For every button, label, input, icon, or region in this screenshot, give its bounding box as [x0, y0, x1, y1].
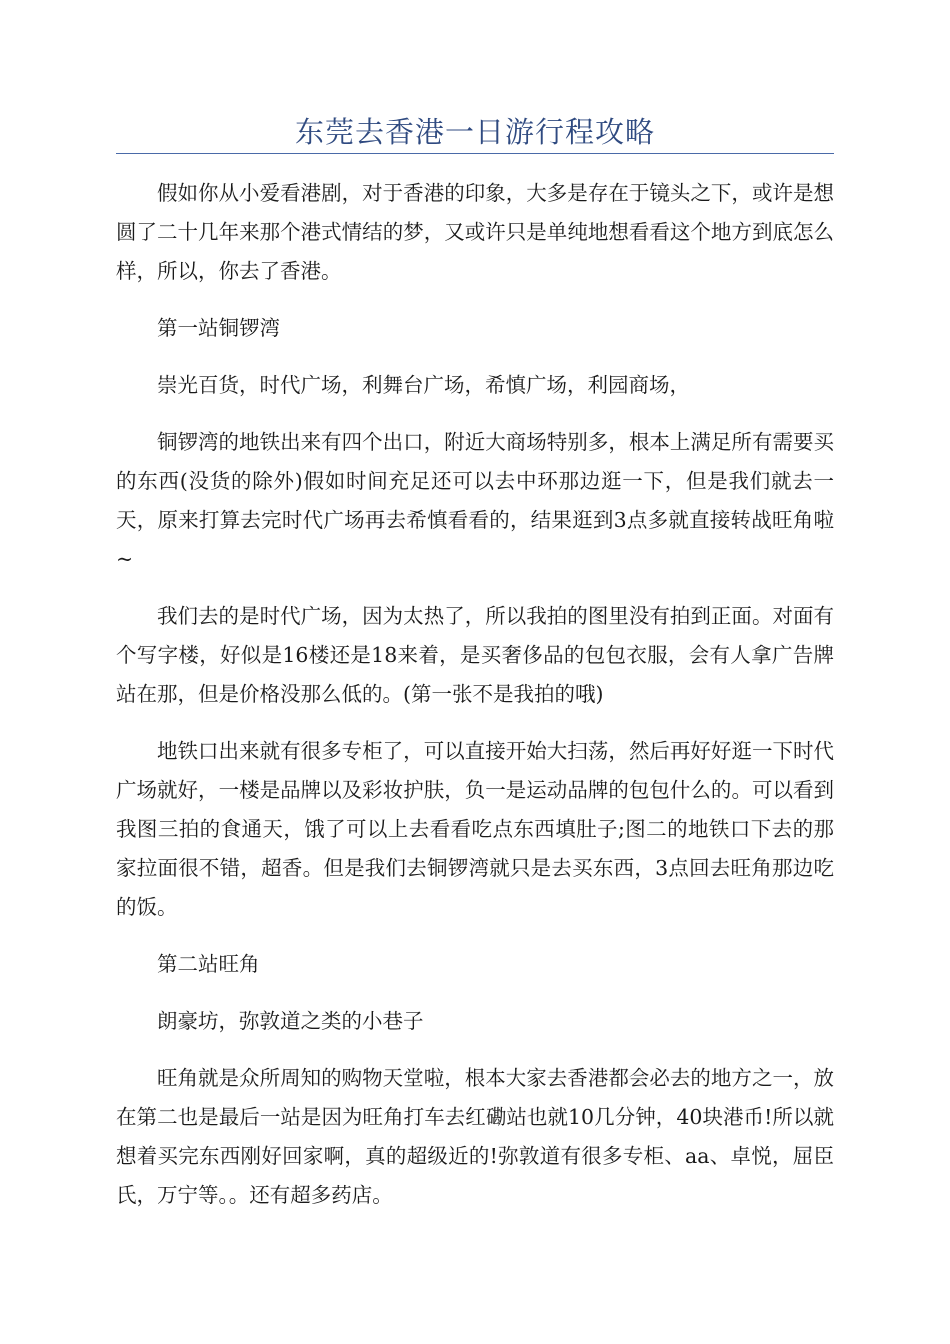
document-body — [116, 174, 834, 1233]
title-underline — [116, 153, 834, 154]
section-heading-causeway-bay: 第一站铜锣湾 — [157, 316, 280, 340]
paragraph-mong-kok-shopping: 旺角就是众所周知的购物天堂啦，根本大家去香港都会必去的地方之一，放在第二也是最后一站是因为旺角打车去红磡站也就10几分钟，40块港币!所以就想着买完东西刚好回家啊，真的超级近的!弥敦道有很多专柜、aa、卓悦，屈臣氏，万宁等。。还有超多药店。 — [116, 1066, 834, 1207]
paragraph-mong-kok-places: 朗豪坊，弥敦道之类的小巷子 — [157, 1009, 424, 1033]
section-heading-mong-kok: 第二站旺角 — [157, 952, 260, 976]
paragraph-times-square: 我们去的是时代广场，因为太热了，所以我拍的图里没有拍到正面。对面有个写字楼，好似是16楼还是18来着，是买奢侈品的包包衣服，会有人拿广告牌站在那，但是价格没那么低的。(第一张不是我拍的哦) — [116, 604, 834, 706]
paragraph-malls-list: 崇光百货，时代广场，利舞台广场，希慎广场，利园商场， — [157, 373, 690, 397]
document-title: 东莞去香港一日游行程攻略 — [294, 115, 655, 149]
paragraph-metro-shopping: 地铁口出来就有很多专柜了，可以直接开始大扫荡，然后再好好逛一下时代广场就好，一楼是品牌以及彩妆护肤，负一是运动品牌的包包什么的。可以看到我图三拍的食通天，饿了可以上去看看吃点东西填肚子;图二的地铁口下去的那家拉面很不错，超香。但是我们去铜锣湾就只是去买东西，3点回去旺角那边吃的饭。 — [116, 739, 834, 919]
paragraph-causeway-bay-exits: 铜锣湾的地铁出来有四个出口，附近大商场特别多，根本上满足所有需要买的东西(没货的除外)假如时间充足还可以去中环那边逛一下，但是我们就去一天，原来打算去完时代广场再去希慎看看的，结果逛到3点多就直接转战旺角啦~ — [116, 430, 834, 571]
paragraph-intro: 假如你从小爱看港剧，对于香港的印象，大多是存在于镜头之下，或许是想圆了二十几年来那个港式情结的梦，又或许只是单纯地想看看这个地方到底怎么样，所以，你去了香港。 — [116, 181, 834, 283]
